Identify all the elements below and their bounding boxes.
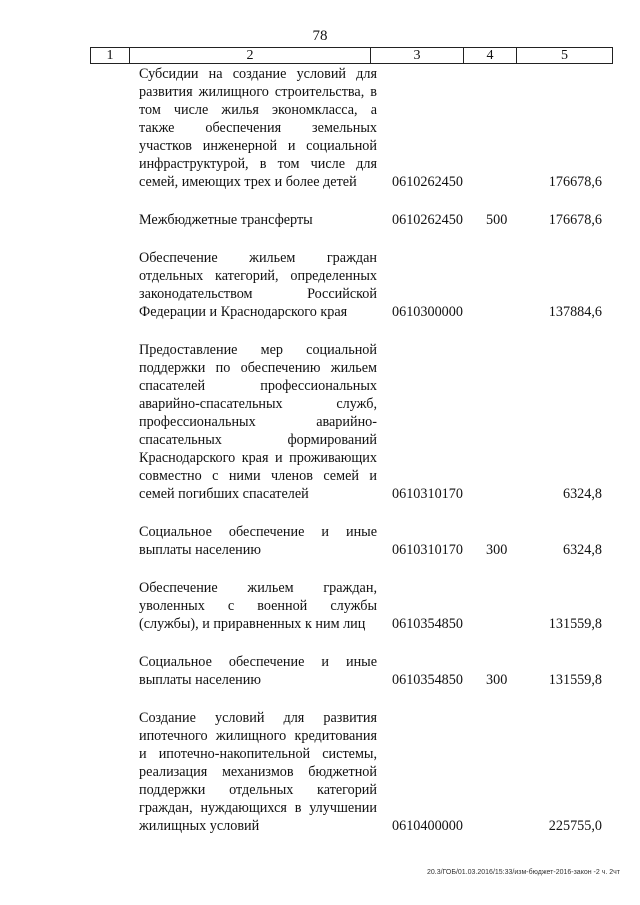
row-code: 0610310170 [392, 542, 463, 558]
row-expense-type: 500 [486, 212, 508, 228]
row-amount: 176678,6 [548, 212, 602, 228]
row-amount: 225755,0 [548, 818, 602, 834]
budget-rows [0, 65, 640, 855]
row-description: Субсидии на создание условий для развития жилищного строительства, в том числе жилья экономкласса, а также обеспечения земельных участков инженерной и социальной инфраструктурой, в том числе для семей, имеющих трех и более детей [139, 66, 377, 190]
column-header-table [90, 47, 613, 64]
row-description: Предоставление мер социальной поддержки по обеспечению жильем спасателей профессиональных аварийно-спасательных служб, профессиональных аварийно-спасательных формирований Краснодарского края и проживающих совместно с ними членов семей и семей погибших спасателей [139, 342, 377, 502]
column-header-4: 4 [464, 48, 517, 64]
row-code: 0610262450 [392, 174, 463, 190]
row-description: Обеспечение жильем граждан, уволенных с военной службы (службы), и приравненных к ним лиц [139, 580, 377, 632]
budget-row [0, 249, 640, 321]
budget-row [0, 579, 640, 633]
row-amount: 176678,6 [548, 174, 602, 190]
budget-row [0, 211, 640, 229]
budget-row [0, 709, 640, 835]
row-description: Социальное обеспечение и иные выплаты населению [139, 654, 377, 688]
column-header-3: 3 [371, 48, 464, 64]
row-amount: 6324,8 [562, 486, 602, 502]
row-description: Обеспечение жильем граждан отдельных категорий, определенных законодательством Российской Федерации и Краснодарского края [139, 250, 377, 320]
row-amount: 131559,8 [548, 672, 602, 688]
row-code: 0610310170 [392, 486, 463, 502]
column-header-row [91, 48, 613, 64]
row-description: Социальное обеспечение и иные выплаты населению [139, 524, 377, 558]
budget-row [0, 523, 640, 559]
row-amount: 6324,8 [562, 542, 602, 558]
row-description: Создание условий для развития ипотечного жилищного кредитования и ипотечно-накопительной системы, реализация механизмов бюджетной поддержки отдельных категорий граждан, нуждающихся в улучшении жилищных условий [139, 710, 377, 834]
document-footer: 20.3/ГОБ/01.03.2016/15:33/изм-бюджет-2016-закон -2 ч. 2чт [426, 869, 620, 876]
row-amount: 137884,6 [548, 304, 602, 320]
row-description: Межбюджетные трансферты [139, 212, 313, 228]
column-header-2: 2 [130, 48, 371, 64]
row-amount: 131559,8 [548, 616, 602, 632]
column-header-1: 1 [91, 48, 130, 64]
row-code: 0610300000 [392, 304, 463, 320]
row-code: 0610400000 [392, 818, 463, 834]
row-code: 0610262450 [392, 212, 463, 228]
row-expense-type: 300 [486, 672, 508, 688]
column-header-5: 5 [517, 48, 613, 64]
row-code: 0610354850 [392, 616, 463, 632]
budget-row [0, 65, 640, 191]
row-expense-type: 300 [486, 542, 508, 558]
row-code: 0610354850 [392, 672, 463, 688]
budget-row [0, 653, 640, 689]
page-number: 78 [312, 28, 328, 44]
budget-row [0, 341, 640, 503]
